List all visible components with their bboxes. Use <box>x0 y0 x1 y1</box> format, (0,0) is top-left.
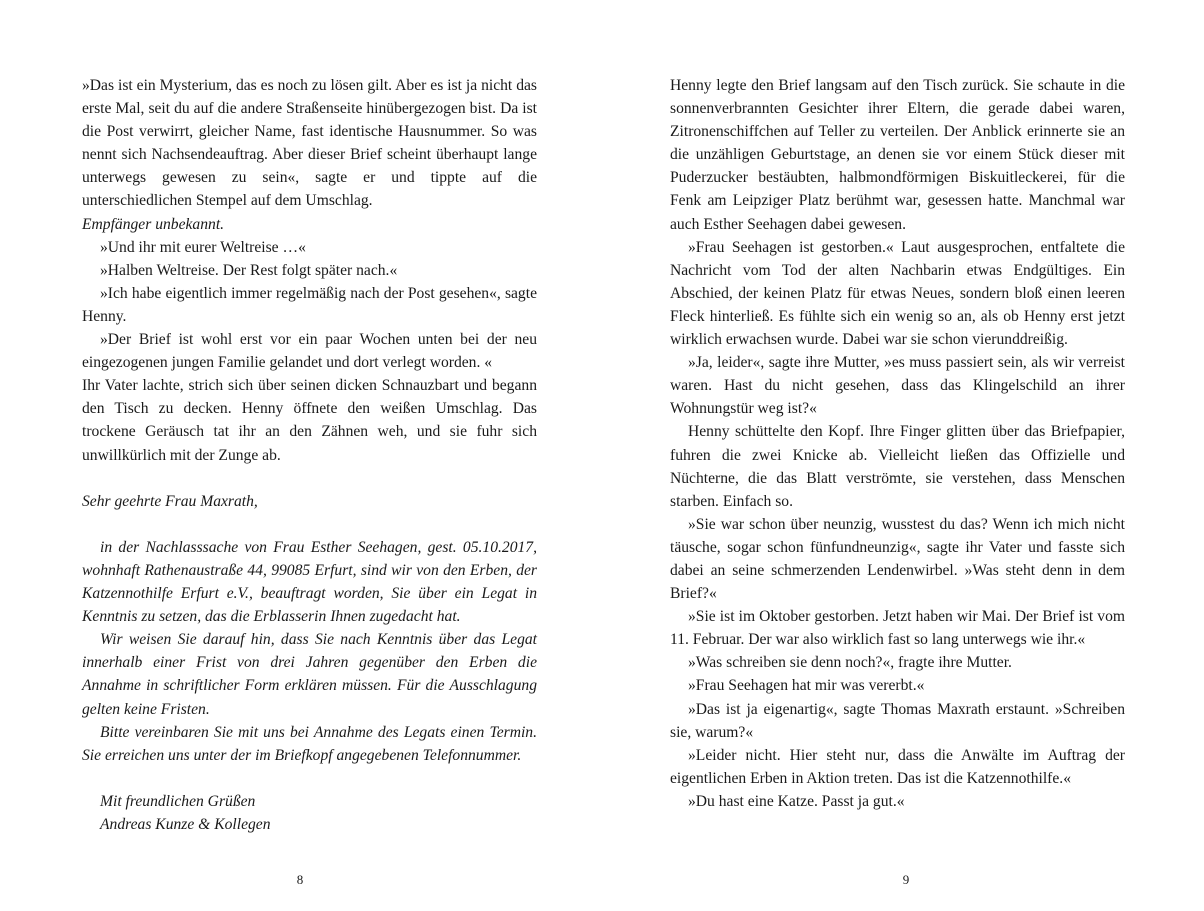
paragraph: Henny legte den Brief langsam auf den Tisch zurück. Sie schaute in die sonnenverbrannten Gesichter ihrer Eltern, die gerade dabei waren, Zitronenschiffchen auf Teller zu verteilen. Der Anblick erinnerte sie an die unzähligen Geburtstage, an denen sie vor einem Stück dieser mit Puderzucker bestäubten, halbmondförmigen Biskuitleckerei, für die Fenk am Leipziger Platz berühmt war, gesessen hatte. Manchmal war auch Esther Seehagen dabei gewesen. <box>670 77 1125 233</box>
paragraph: »Frau Seehagen ist gestorben.« Laut ausgesprochen, entfaltete die Nachricht vom Tod der alten Nachbarin etwas Endgültiges. Ein Abschied, der keinen Platz für etwas Neues, sondern bloß einen leeren Fleck hinterließ. Es fühlte sich ein wenig so an, als ob Henny erst jetzt wirklich erwachsen wurde. Dabei war sie schon vierunddreißig. <box>670 238 1125 349</box>
paragraph: Henny schüttelte den Kopf. Ihre Finger glitten über das Briefpapier, fuhren die zwei Knicke ab. Vielleicht ließen das Offizielle und Nüchterne, die das Blatt verströmte, sie verstehen, dass Menschen starben. Einfach so. <box>670 423 1125 510</box>
paragraph: Ihr Vater lachte, strich sich über seinen dicken Schnauzbart und begann den Tisch zu decken. Henny öffnete den weißen Umschlag. Das trockene Geräusch tat ihr an den Zähnen weh, und sie fuhr sich unwillkürlich mit der Zunge ab. <box>82 377 537 464</box>
right-page <box>670 74 1125 813</box>
paragraph: »Halben Weltreise. Der Rest folgt später nach.« <box>100 261 398 279</box>
paragraph: »Was schreiben sie denn noch?«, fragte ihre Mutter. <box>688 654 1012 672</box>
paragraph: »Leider nicht. Hier steht nur, dass die Anwälte im Auftrag der eigentlichen Erben in Aktion treten. Das ist die Katzennothilfe.« <box>670 746 1125 787</box>
paragraph: »Du hast eine Katze. Passt ja gut.« <box>688 792 905 810</box>
letter-signature: Andreas Kunze & Kollegen <box>100 816 271 833</box>
letter-body-paragraph: Wir weisen Sie darauf hin, dass Sie nach Kenntnis über das Legat innerhalb einer Frist von drei Jahren gegenüber den Erben die Annahme in schriftlicher Form erklären müssen. Für die Ausschlagung gelten keine Fristen. <box>82 631 537 718</box>
spacer <box>82 767 537 790</box>
letter-body-paragraph: in der Nachlasssache von Frau Esther Seehagen, gest. 05.10.2017, wohnhaft Rathenaustraße 44, 99085 Erfurt, sind wir von den Erben, der Katzennothilfe Erfurt e.V., beauftragt worden, Sie über ein Legat in Kenntnis zu setzen, das die Erblasserin Ihnen zugedacht hat. <box>82 538 537 626</box>
paragraph: »Frau Seehagen hat mir was vererbt.« <box>688 677 925 695</box>
letter-salutation: Sehr geehrte Frau Maxrath, <box>82 492 258 510</box>
paragraph: »Das ist ein Mysterium, das es noch zu lösen gilt. Aber es ist ja nicht das erste Mal, seit du auf die andere Straßenseite hinübergezogen bist. Da ist die Post verwirrt, gleicher Name, fast identische Hausnummer. So was nennt sich Nachsendeauftrag. Aber dieser Brief scheint überhaupt lange unterwegs gewesen zu sein«, sagte er und tippte auf die unterschiedlichen Stempel auf dem Umschlag. <box>82 77 537 210</box>
left-page <box>82 74 537 836</box>
paragraph: »Sie ist im Oktober gestorben. Jetzt haben wir Mai. Der Brief ist vom 11. Februar. Der war also wirklich fast so lang unterwegs wie ihr.« <box>670 608 1125 649</box>
paragraph: »Sie war schon über neunzig, wusstest du das? Wenn ich mich nicht täusche, sogar schon fünfundneunzig«, sagte ihr Vater und fasste sich dabei an seine schmerzenden Lendenwirbel. »Was steht denn in dem Brief?« <box>670 515 1125 603</box>
spacer <box>82 513 537 536</box>
letter-closing: Mit freundlichen Grüßen <box>100 792 256 810</box>
paragraph: »Und ihr mit eurer Weltreise …« <box>100 238 306 256</box>
paragraph: »Das ist ja eigenartig«, sagte Thomas Maxrath erstaunt. »Schreiben sie, warum?« <box>670 700 1125 741</box>
paragraph: »Der Brief ist wohl erst vor ein paar Wochen unten bei der neu eingezogenen jungen Familie gelandet und dort verlegt worden. « <box>82 331 537 372</box>
paragraph: »Ich habe eigentlich immer regelmäßig nach der Post gesehen«, sagte Henny. <box>82 284 537 325</box>
paragraph-stamp-note: Empfänger unbekannt. <box>82 215 225 233</box>
page-number-left: 8 <box>296 872 304 887</box>
page-number-right: 9 <box>902 872 910 887</box>
letter-body-paragraph: Bitte vereinbaren Sie mit uns bei Annahme des Legats einen Termin. Sie erreichen uns unter der im Briefkopf angegebenen Telefonnummer. <box>82 723 537 764</box>
spacer <box>82 467 537 490</box>
paragraph: »Ja, leider«, sagte ihre Mutter, »es muss passiert sein, als wir verreist waren. Hast du nicht gesehen, dass das Klingelschild an ihrer Wohnungstür weg ist?« <box>670 354 1125 418</box>
